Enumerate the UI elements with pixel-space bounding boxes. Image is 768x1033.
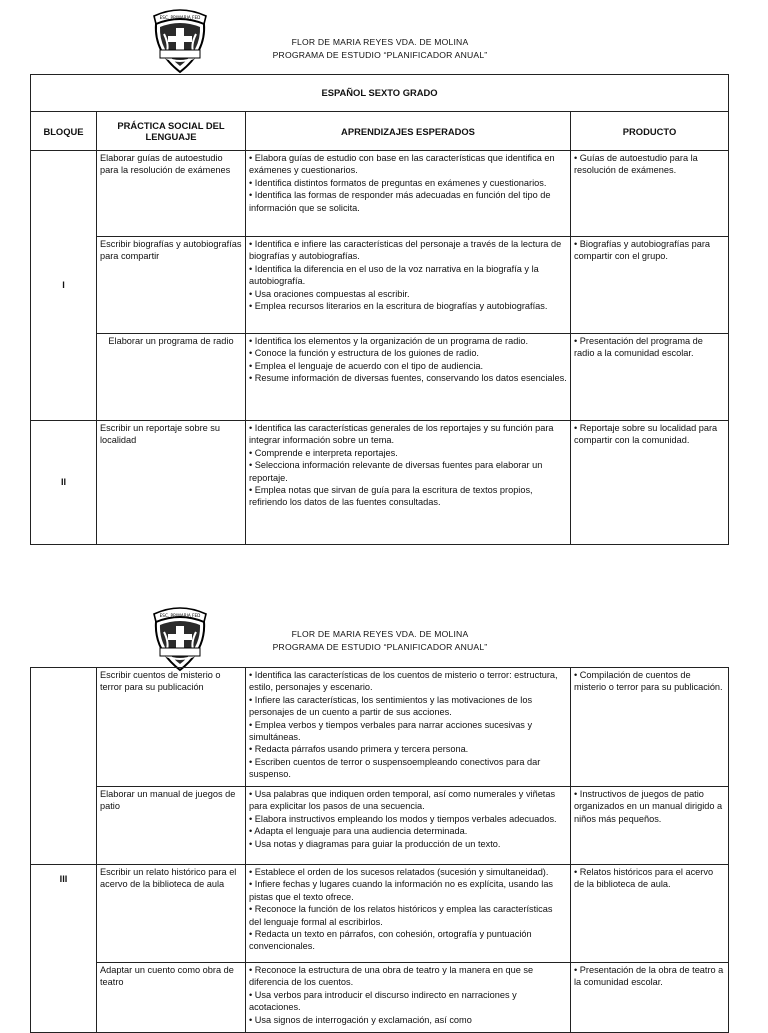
learning-item: • Identifica las formas de responder más adecuadas en función del tipo de información que se solicita. bbox=[249, 190, 551, 213]
program-title: PROGRAMA DE ESTUDIO “PLANIFICADOR ANUAL” bbox=[272, 642, 488, 652]
school-name: FLOR DE MARIA REYES VDA. DE MOLINA bbox=[291, 37, 469, 47]
learning-item: • Usa oraciones compuestas al escribir. bbox=[249, 288, 410, 299]
table-row bbox=[31, 334, 729, 421]
learning-item: • Establece el orden de los sucesos relatados (sucesión y simultaneidad). bbox=[249, 867, 549, 877]
curriculum-table-1 bbox=[30, 74, 729, 545]
learning-item: • Conoce la función y estructura de los guiones de radio. bbox=[249, 348, 479, 359]
learning-item: • Redacta párrafos usando primera y tercera persona. bbox=[249, 744, 469, 755]
practice-cell: Escribir un relato histórico para el acervo de la biblioteca de aula bbox=[97, 865, 246, 963]
learning-item: • Emplea el lenguaje de acuerdo con el tipo de audiencia. bbox=[249, 360, 484, 371]
learnings-cell bbox=[246, 787, 571, 865]
learnings-cell bbox=[246, 668, 571, 787]
block-number: I bbox=[31, 151, 97, 421]
practice-cell: Escribir un reportaje sobre su localidad bbox=[97, 421, 246, 545]
learning-item: • Elabora guías de estudio con base en las características que identifica en exámenes y cuestionarios. bbox=[249, 153, 555, 176]
product-cell: • Guías de autoestudio para la resolución de exámenes. bbox=[571, 151, 729, 237]
product-cell bbox=[571, 787, 729, 865]
product-line: • Instructivos de juegos de patio bbox=[574, 789, 704, 799]
learning-item: • Comprende e interpreta reportajes. bbox=[249, 447, 398, 458]
table-row bbox=[31, 865, 729, 963]
table-row bbox=[31, 787, 729, 865]
product-cell: • Biografías y autobiografías para compartir con el grupo. bbox=[571, 237, 729, 334]
col-header-block: BLOQUE bbox=[31, 112, 97, 151]
learnings-cell bbox=[246, 865, 571, 963]
product-line: organizados en un manual dirigido a niños más pequeños. bbox=[574, 801, 723, 824]
page-header bbox=[0, 6, 768, 76]
learning-item: • Infiere las características, los sentimientos y las motivaciones de los personajes de un cuento a partir de sus acciones. bbox=[249, 694, 533, 718]
table-row bbox=[31, 237, 729, 334]
learning-item: • Emplea recursos literarios en la escritura de biografías y autobiografías. bbox=[249, 301, 548, 312]
table-row bbox=[31, 963, 729, 1033]
learning-item: • Elabora instructivos empleando los modos y tiempos verbales adecuados. bbox=[249, 813, 557, 824]
school-name: FLOR DE MARIA REYES VDA. DE MOLINA bbox=[291, 629, 469, 639]
learnings-cell bbox=[246, 151, 571, 237]
page-header bbox=[0, 604, 768, 674]
learning-item: • Identifica los elementos y la organización de un programa de radio. bbox=[249, 336, 529, 346]
product-cell: • Presentación de la obra de teatro a la comunidad escolar. bbox=[571, 963, 729, 1033]
practice-cell: Adaptar un cuento como obra de teatro bbox=[97, 963, 246, 1033]
learning-item: • Adapta el lenguaje para una audiencia determinada. bbox=[249, 826, 468, 837]
curriculum-table-2 bbox=[30, 667, 729, 1033]
learning-item: • Usa signos de interrogación y exclamación, así como bbox=[249, 1014, 472, 1025]
learning-item: • Identifica la diferencia en el uso de la voz narrativa en la biografía y la autobiografía. bbox=[249, 263, 539, 287]
learning-item: • Emplea notas que sirvan de guía para la escritura de textos propios, refiriendo los datos de las fuentes consultadas. bbox=[249, 485, 533, 508]
learning-item: • Infiere fechas y lugares cuando la información no es explícita, usando las pistas que el texto ofrece. bbox=[249, 879, 554, 902]
table-title: ESPAÑOL SEXTO GRADO bbox=[31, 75, 729, 112]
product-cell: • Reportaje sobre su localidad para compartir con la comunidad. bbox=[571, 421, 729, 545]
learning-item: • Identifica las características de los cuentos de misterio o terror: estructura, estilo, personajes y escenario. bbox=[249, 670, 558, 693]
product-cell: • Relatos históricos para el acervo de la biblioteca de aula. bbox=[571, 865, 729, 963]
practice-cell: Elaborar un programa de radio bbox=[97, 334, 246, 421]
column-headers bbox=[31, 112, 729, 151]
learning-item: • Selecciona información relevante de diversas fuentes para elaborar un reportaje. bbox=[249, 460, 543, 483]
svg-text:ESC. PRIMARIA FED: ESC. PRIMARIA FED bbox=[159, 15, 201, 20]
practice-cell: Escribir cuentos de misterio o terror para su publicación bbox=[97, 668, 246, 787]
learning-item: • Reconoce la estructura de una obra de teatro y la manera en que se diferencia de los cuentos. bbox=[249, 965, 534, 988]
table-row bbox=[31, 421, 729, 545]
learning-item: • Resume información de diversas fuentes, conservando los datos esenciales. bbox=[249, 373, 567, 384]
product-cell: • Presentación del programa de radio a la comunidad escolar. bbox=[571, 334, 729, 421]
learnings-cell bbox=[246, 334, 571, 421]
col-header-product: PRODUCTO bbox=[571, 112, 729, 151]
learning-item: • Identifica distintos formatos de preguntas en exámenes y cuestionarios. bbox=[249, 177, 547, 188]
learning-item: • Usa verbos para introducir el discurso indirecto en narraciones y acotaciones. bbox=[249, 989, 517, 1013]
table-row bbox=[31, 151, 729, 237]
learning-item: • Usa notas y diagramas para guiar la producción de un texto. bbox=[249, 838, 501, 849]
block-number: III bbox=[31, 865, 97, 1033]
learning-item: • Usa palabras que indiquen orden temporal, así como numerales y viñetas para explicitar los pasos de una secuencia. bbox=[249, 789, 556, 812]
program-title: PROGRAMA DE ESTUDIO “PLANIFICADOR ANUAL” bbox=[272, 50, 488, 60]
col-header-learnings: APRENDIZAJES ESPERADOS bbox=[246, 112, 571, 151]
table-row bbox=[31, 668, 729, 787]
practice-cell: Elaborar un manual de juegos de patio bbox=[97, 787, 246, 865]
practice-cell: Elaborar guías de autoestudio para la resolución de exámenes bbox=[97, 151, 246, 237]
product-cell: • Compilación de cuentos de misterio o terror para su publicación. bbox=[571, 668, 729, 787]
school-crest-logo bbox=[148, 6, 212, 76]
learning-item: • Redacta un texto en párrafos, con cohesión, ortografía y puntuación convencionales. bbox=[249, 929, 532, 952]
learning-item: • Reconoce la función de los relatos históricos y emplea las características del lenguaje formal al escribirlos. bbox=[249, 904, 553, 927]
learnings-cell bbox=[246, 237, 571, 334]
learning-item: • Escriben cuentos de terror o suspensoempleando conectivos para dar suspenso. bbox=[249, 756, 541, 780]
learnings-cell bbox=[246, 963, 571, 1033]
block-number: II bbox=[31, 421, 97, 545]
learnings-cell bbox=[246, 421, 571, 545]
learning-item: • Emplea verbos y tiempos verbales para narrar acciones sucesivas y simultáneas. bbox=[249, 719, 533, 743]
school-crest-logo bbox=[148, 604, 212, 674]
learning-item: • Identifica e infiere las características del personaje a través de la lectura de biografías y autobiografías. bbox=[249, 239, 562, 262]
svg-text:ESC. PRIMARIA FED: ESC. PRIMARIA FED bbox=[159, 613, 201, 618]
practice-cell: Escribir biografías y autobiografías para compartir bbox=[97, 237, 246, 334]
learning-item: • Identifica las características generales de los reportajes y su función para integrar información sobre un tema. bbox=[249, 423, 554, 446]
block-number bbox=[31, 668, 97, 865]
col-header-practice: PRÁCTICA SOCIAL DEL LENGUAJE bbox=[97, 112, 246, 151]
